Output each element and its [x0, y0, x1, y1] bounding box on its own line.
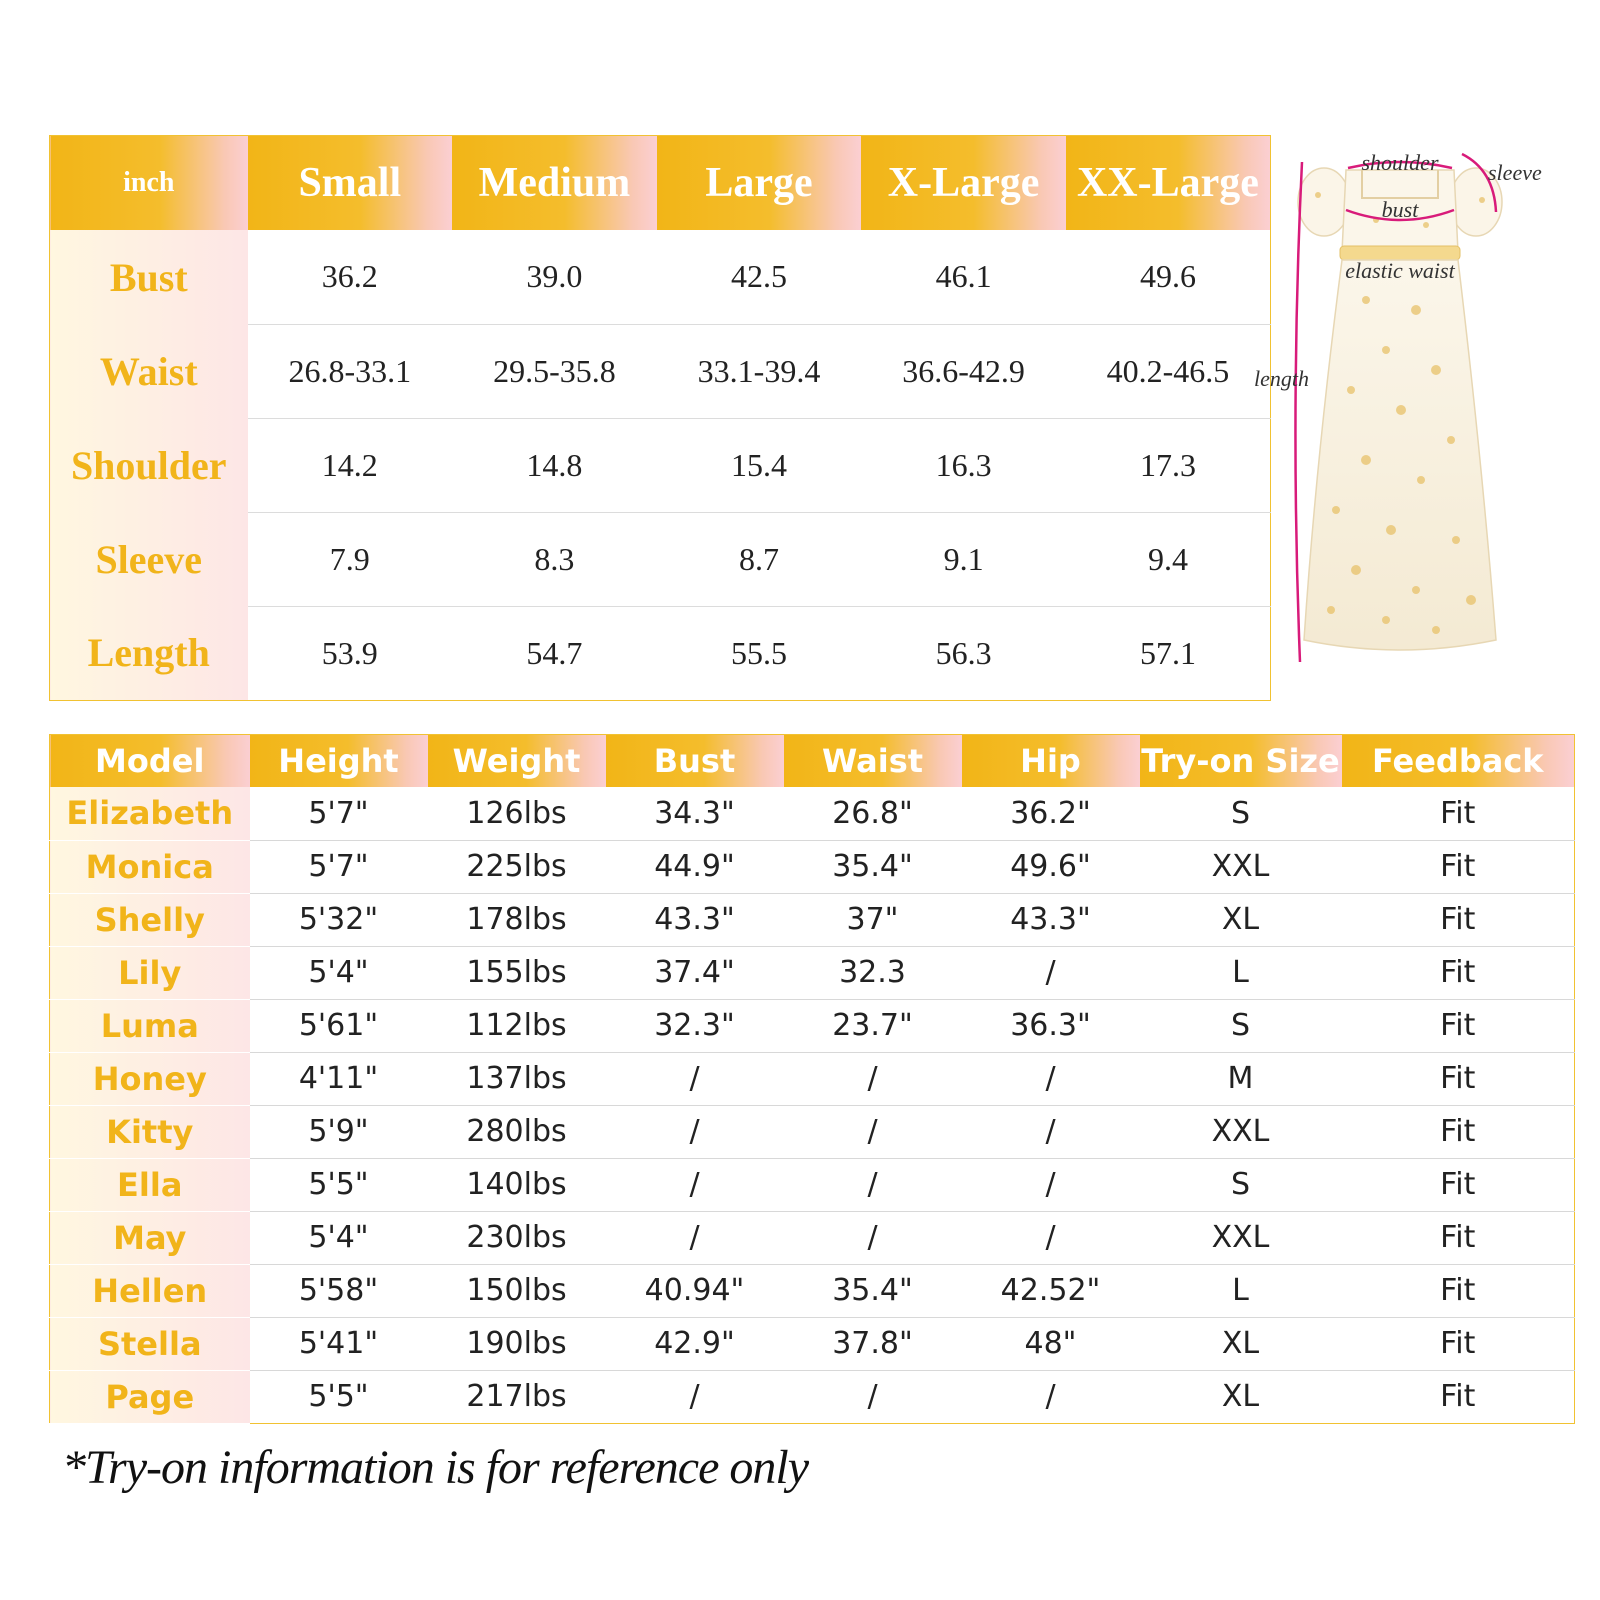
measurement-value: 49.6 [1066, 230, 1271, 324]
table-cell: 35.4" [784, 1264, 962, 1317]
measurement-value: 16.3 [861, 418, 1066, 512]
measurement-label: Waist [50, 324, 248, 418]
table-cell: 178lbs [428, 893, 606, 946]
table-cell: 44.9" [606, 840, 784, 893]
dress-measurement-diagram [1254, 140, 1596, 685]
table-cell: / [606, 1052, 784, 1105]
measurement-value: 42.5 [657, 230, 862, 324]
measurement-value: 57.1 [1139, 634, 1196, 671]
table-row [50, 1264, 1575, 1317]
table-cell: Fit [1342, 946, 1575, 999]
table-cell: XL [1140, 1317, 1342, 1370]
table-row [50, 1317, 1575, 1370]
model-name: Lily [50, 946, 250, 999]
table-row [50, 1158, 1575, 1211]
table-cell: 140lbs [428, 1158, 606, 1211]
table-cell: Fit [1342, 1211, 1575, 1264]
bust-label: bust [1381, 197, 1419, 222]
measurement-label: Bust [50, 230, 248, 324]
table-cell: 190lbs [428, 1317, 606, 1370]
table-cell: 43.3" [962, 893, 1140, 946]
size-header: X-Large [861, 136, 1066, 231]
measurement-value: 17.3 [1066, 418, 1271, 512]
table-cell: L [1140, 946, 1342, 999]
table-cell: 126lbs [428, 787, 606, 840]
table-row [50, 840, 1575, 893]
size-chart-row [50, 324, 1271, 418]
model-table-header-row [50, 735, 1575, 788]
measurement-value: 55.5 [730, 634, 787, 671]
model-name: Luma [50, 999, 250, 1052]
table-cell: / [689, 1379, 700, 1414]
table-cell: 36.2" [962, 787, 1140, 840]
length-measure-line [1295, 162, 1302, 662]
size-header: Small [248, 136, 453, 231]
table-row [50, 999, 1575, 1052]
table-row [50, 1052, 1575, 1105]
table-cell: 230lbs [428, 1211, 606, 1264]
table-cell: 5'5" [250, 1158, 428, 1211]
table-cell: 40.94" [606, 1264, 784, 1317]
column-header: Model [50, 735, 250, 788]
measurement-value: 15.4 [657, 418, 862, 512]
table-cell: / [867, 1379, 878, 1414]
size-chart-table [49, 135, 1271, 701]
column-header: Weight [428, 735, 606, 788]
measurement-label: Shoulder [50, 418, 248, 512]
size-header: Medium [452, 136, 657, 231]
table-cell: Fit [1342, 1052, 1575, 1105]
table-cell: / [962, 1052, 1140, 1105]
table-cell: 155lbs [428, 946, 606, 999]
table-cell: Fit [1342, 1264, 1575, 1317]
table-cell: 112lbs [428, 999, 606, 1052]
table-cell: Fit [1342, 787, 1575, 840]
table-row [50, 1105, 1575, 1158]
measurement-value: 46.1 [861, 230, 1066, 324]
table-cell: 225lbs [428, 840, 606, 893]
unit-label: inch [50, 136, 248, 231]
table-cell: Fit [1342, 840, 1575, 893]
sleeve-label: sleeve [1488, 160, 1542, 185]
size-chart-row [50, 512, 1271, 606]
table-cell: Fit [1440, 1379, 1476, 1414]
table-cell: XXL [1140, 1105, 1342, 1158]
model-name: Hellen [50, 1264, 250, 1317]
model-name: May [50, 1211, 250, 1264]
measurement-value: 39.0 [452, 230, 657, 324]
table-cell: 5'9" [250, 1105, 428, 1158]
table-cell: 5'5" [308, 1379, 369, 1414]
table-cell: 37.4" [606, 946, 784, 999]
measurement-label: Length [50, 606, 248, 700]
measurement-value: 8.7 [657, 512, 862, 606]
measurement-value: 9.1 [861, 512, 1066, 606]
model-name: Elizabeth [50, 787, 250, 840]
table-cell: / [784, 1211, 962, 1264]
table-cell: 42.52" [962, 1264, 1140, 1317]
model-name: Ella [50, 1158, 250, 1211]
table-cell: / [606, 1158, 784, 1211]
table-cell: 137lbs [428, 1052, 606, 1105]
table-cell: 36.3" [962, 999, 1140, 1052]
table-cell: 5'58" [250, 1264, 428, 1317]
measurement-value: 29.5-35.8 [452, 324, 657, 418]
model-name: Monica [50, 840, 250, 893]
table-row [50, 946, 1575, 999]
table-cell: 32.3 [784, 946, 962, 999]
table-row [50, 893, 1575, 946]
table-cell: 217lbs [466, 1379, 567, 1414]
length-label: length [1254, 366, 1309, 391]
table-cell: / [784, 1105, 962, 1158]
table-cell: 5'4" [250, 946, 428, 999]
column-header: Try-on Size [1140, 735, 1342, 788]
table-cell: 43.3" [606, 893, 784, 946]
table-row [50, 1370, 1575, 1423]
table-cell: Fit [1342, 1105, 1575, 1158]
table-cell: 35.4" [784, 840, 962, 893]
table-cell: 280lbs [428, 1105, 606, 1158]
table-cell: 42.9" [606, 1317, 784, 1370]
table-cell: / [1045, 1379, 1056, 1414]
left-sleeve-shape [1298, 168, 1350, 236]
table-row [50, 787, 1575, 840]
table-cell: 5'4" [250, 1211, 428, 1264]
elastic-waist-label: elastic waist [1345, 258, 1455, 283]
table-cell: 34.3" [606, 787, 784, 840]
measurement-value: 53.9 [321, 634, 378, 671]
size-header: XX-Large [1066, 136, 1271, 231]
table-cell: / [606, 1105, 784, 1158]
table-cell: 26.8" [784, 787, 962, 840]
table-cell: XL [1221, 1379, 1260, 1414]
measurement-value: 33.1-39.4 [657, 324, 862, 418]
table-cell: 4'11" [250, 1052, 428, 1105]
size-chart-row [50, 418, 1271, 512]
table-cell: / [962, 1211, 1140, 1264]
table-cell: / [784, 1052, 962, 1105]
model-name: Honey [50, 1052, 250, 1105]
table-cell: S [1140, 1158, 1342, 1211]
table-cell: 5'7" [250, 787, 428, 840]
model-name: Page [50, 1370, 250, 1423]
measurement-value: 26.8-33.1 [248, 324, 453, 418]
table-cell: M [1140, 1052, 1342, 1105]
table-cell: / [962, 1158, 1140, 1211]
table-cell: / [606, 1211, 784, 1264]
measurement-value: 7.9 [248, 512, 453, 606]
column-header: Waist [784, 735, 962, 788]
column-header: Bust [606, 735, 784, 788]
table-cell: 49.6" [962, 840, 1140, 893]
dress-illustration [1298, 168, 1502, 650]
table-cell: / [784, 1158, 962, 1211]
table-cell: 5'61" [250, 999, 428, 1052]
model-tryon-table [49, 734, 1575, 1424]
table-cell: Fit [1342, 893, 1575, 946]
model-name: Kitty [50, 1105, 250, 1158]
table-cell: / [962, 1105, 1140, 1158]
measurement-value: 54.7 [526, 634, 583, 671]
table-cell: 5'7" [250, 840, 428, 893]
column-header: Height [250, 735, 428, 788]
shoulder-label: shoulder [1361, 150, 1439, 175]
table-cell: L [1140, 1264, 1342, 1317]
size-chart-header-row [50, 136, 1271, 231]
measurement-value: 40.2-46.5 [1066, 324, 1271, 418]
table-cell: 5'41" [250, 1317, 428, 1370]
measurement-value: 9.4 [1066, 512, 1271, 606]
measurement-value: 14.2 [248, 418, 453, 512]
table-cell: Fit [1342, 1158, 1575, 1211]
table-cell: 37.8" [784, 1317, 962, 1370]
table-cell: Fit [1342, 1317, 1575, 1370]
table-cell: XL [1140, 893, 1342, 946]
table-cell: 5'32" [250, 893, 428, 946]
footnote: *Try-on information is for reference only [62, 1441, 809, 1494]
measurement-value: 56.3 [935, 634, 992, 671]
measurement-value: 8.3 [452, 512, 657, 606]
measurement-value: 36.6-42.9 [861, 324, 1066, 418]
size-chart-row [50, 606, 1271, 700]
column-header: Hip [962, 735, 1140, 788]
size-chart-row [50, 230, 1271, 324]
table-cell: / [962, 946, 1140, 999]
table-cell: 48" [962, 1317, 1140, 1370]
table-cell: 150lbs [428, 1264, 606, 1317]
size-header: Large [657, 136, 862, 231]
column-header: Feedback [1342, 735, 1575, 788]
table-cell: 37" [784, 893, 962, 946]
table-cell: 23.7" [784, 999, 962, 1052]
table-row [50, 1211, 1575, 1264]
measurement-label: Sleeve [50, 512, 248, 606]
table-cell: XXL [1140, 1211, 1342, 1264]
table-cell: S [1140, 787, 1342, 840]
model-name: Stella [50, 1317, 250, 1370]
model-name: Shelly [50, 893, 250, 946]
table-cell: S [1140, 999, 1342, 1052]
table-cell: Fit [1342, 999, 1575, 1052]
table-cell: 32.3" [606, 999, 784, 1052]
measurement-value: 14.8 [452, 418, 657, 512]
measurement-value: 36.2 [248, 230, 453, 324]
table-cell: XXL [1140, 840, 1342, 893]
skirt-shape [1304, 260, 1496, 650]
